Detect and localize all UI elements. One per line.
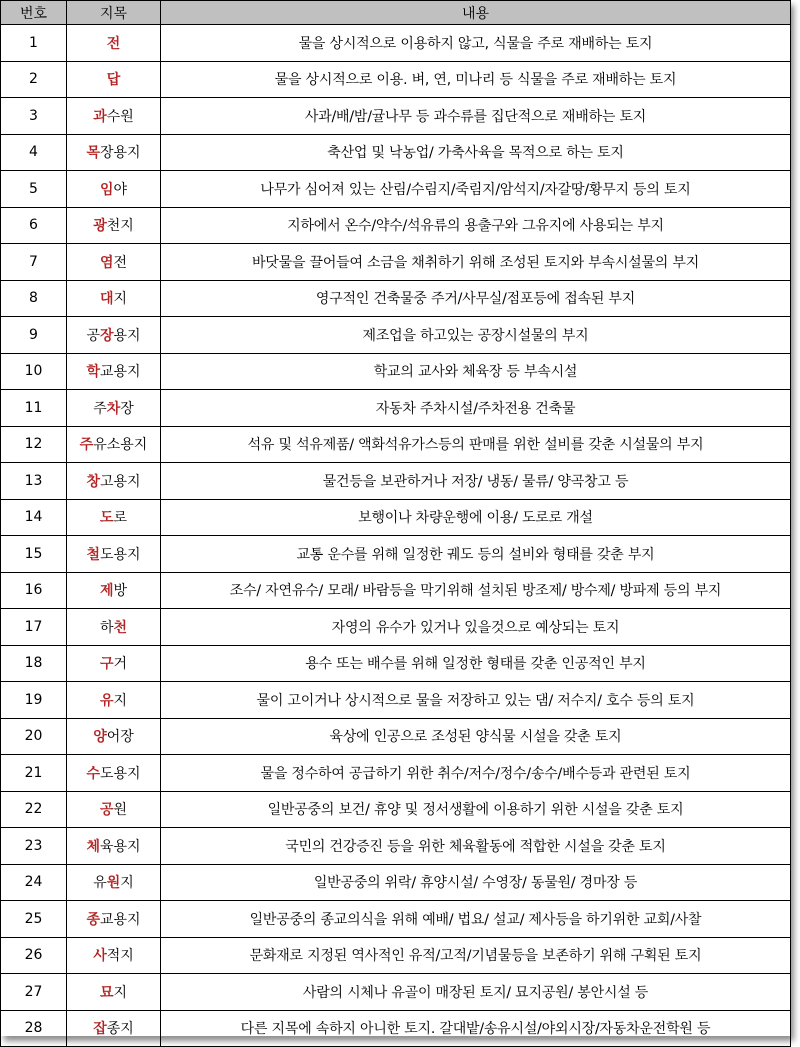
category-suffix: 거 — [113, 656, 128, 673]
row-category — [67, 755, 161, 792]
row-description: 용수 또는 배수를 위해 일정한 형태를 갖춘 인공적인 부지 — [161, 645, 791, 682]
row-description: 영구적인 건축물중 주거/사무실/점포등에 접속된 부지 — [161, 280, 791, 317]
row-category — [67, 682, 161, 719]
category-abbreviation-char: 사 — [93, 948, 107, 965]
category-prefix: 유 — [93, 875, 107, 892]
row-category — [67, 463, 161, 500]
row-number: 14 — [1, 499, 67, 536]
category-suffix: 교용지 — [99, 911, 141, 928]
row-description: 일반공중의 종교의식을 위해 예배/ 법요/ 설교/ 제사등을 하기위한 교회/사찰 — [161, 901, 791, 938]
row-category — [67, 499, 161, 536]
row-number: 23 — [1, 828, 67, 865]
row-number: 24 — [1, 864, 67, 901]
category-suffix: 지 — [113, 291, 128, 308]
row-category — [67, 207, 161, 244]
table-row — [1, 718, 791, 755]
table-row — [1, 609, 791, 646]
row-description: 다른 지목에 속하지 아니한 토지. 갈대밭/송유시설/야외시장/자동차운전학원 등 — [161, 1010, 791, 1047]
row-description: 국민의 건강증진 등을 위한 체육활동에 적합한 시설을 갖춘 토지 — [161, 828, 791, 865]
row-category — [67, 828, 161, 865]
category-abbreviation-char: 광 — [93, 218, 107, 235]
table-row — [1, 791, 791, 828]
row-description: 물을 상시적으로 이용. 벼, 연, 미나리 등 식물을 주로 재배하는 토지 — [161, 61, 791, 98]
table-body — [1, 25, 791, 1047]
row-category — [67, 244, 161, 281]
row-number: 19 — [1, 682, 67, 719]
header-content: 내용 — [161, 1, 791, 25]
row-description: 물이 고이거나 상시적으로 물을 저장하고 있는 댐/ 저수지/ 호수 등의 토지 — [161, 682, 791, 719]
row-number: 28 — [1, 1010, 67, 1047]
row-number: 1 — [1, 25, 67, 62]
category-suffix: 원 — [113, 802, 128, 819]
row-number: 17 — [1, 609, 67, 646]
row-number: 22 — [1, 791, 67, 828]
row-number: 11 — [1, 390, 67, 427]
table-row — [1, 244, 791, 281]
row-category — [67, 937, 161, 974]
row-category — [67, 171, 161, 208]
category-abbreviation-char: 공 — [99, 802, 114, 819]
category-suffix: 수원 — [106, 108, 134, 125]
category-prefix: 공 — [86, 327, 100, 344]
row-description: 일반공중의 보건/ 휴양 및 정서생활에 이용하기 위한 시설을 갖춘 토지 — [161, 791, 791, 828]
row-number: 5 — [1, 171, 67, 208]
row-number: 18 — [1, 645, 67, 682]
category-abbreviation-char: 과 — [93, 108, 107, 125]
row-description: 사과/배/밤/귤나무 등 과수류를 집단적으로 재배하는 토지 — [161, 98, 791, 135]
table-row — [1, 536, 791, 573]
category-suffix: 지 — [120, 875, 134, 892]
table-row — [1, 645, 791, 682]
category-abbreviation-char: 제 — [99, 583, 114, 600]
table-row — [1, 937, 791, 974]
category-suffix: 고용지 — [99, 473, 141, 490]
row-description: 지하에서 온수/약수/석유류의 용출구와 그유지에 사용되는 부지 — [161, 207, 791, 244]
category-suffix: 장용지 — [99, 145, 141, 162]
row-category — [67, 718, 161, 755]
row-number: 13 — [1, 463, 67, 500]
table-row — [1, 901, 791, 938]
table-row — [1, 572, 791, 609]
row-number: 7 — [1, 244, 67, 281]
category-abbreviation-char: 전 — [106, 35, 121, 52]
row-description: 육상에 인공으로 조성된 양식물 시설을 갖춘 토지 — [161, 718, 791, 755]
category-abbreviation-char: 염 — [99, 254, 114, 271]
row-number: 9 — [1, 317, 67, 354]
row-category — [67, 353, 161, 390]
row-category — [67, 1010, 161, 1047]
category-abbreviation-char: 장 — [99, 327, 114, 344]
category-suffix: 장 — [120, 400, 134, 417]
row-number: 2 — [1, 61, 67, 98]
row-number: 20 — [1, 718, 67, 755]
row-number: 6 — [1, 207, 67, 244]
table-row — [1, 463, 791, 500]
row-category — [67, 645, 161, 682]
category-abbreviation-char: 구 — [99, 656, 114, 673]
row-description: 물을 상시적으로 이용하지 않고, 식물을 주로 재배하는 토지 — [161, 25, 791, 62]
category-suffix: 방 — [113, 583, 128, 600]
row-number: 10 — [1, 353, 67, 390]
row-category — [67, 426, 161, 463]
category-abbreviation-char: 답 — [106, 72, 121, 89]
table-row — [1, 755, 791, 792]
category-suffix: 지 — [113, 692, 128, 709]
table-row — [1, 317, 791, 354]
row-number: 16 — [1, 572, 67, 609]
table-row — [1, 280, 791, 317]
category-suffix: 천지 — [106, 218, 134, 235]
category-abbreviation-char: 원 — [106, 875, 121, 892]
category-suffix: 교용지 — [99, 364, 141, 381]
row-description: 조수/ 자연유수/ 모래/ 바람등을 막기위해 설치된 방조제/ 방수제/ 방파제 등의 부지 — [161, 572, 791, 609]
table-row — [1, 207, 791, 244]
row-category — [67, 791, 161, 828]
row-category — [67, 572, 161, 609]
table-row — [1, 864, 791, 901]
table-row — [1, 974, 791, 1011]
row-description: 일반공중의 위락/ 휴양시설/ 수영장/ 동물원/ 경마장 등 — [161, 864, 791, 901]
row-category — [67, 901, 161, 938]
table-row — [1, 682, 791, 719]
table-row — [1, 828, 791, 865]
table-row — [1, 1010, 791, 1047]
table-row — [1, 171, 791, 208]
category-abbreviation-char: 주 — [79, 437, 94, 454]
category-suffix: 로 — [113, 510, 128, 527]
row-category — [67, 25, 161, 62]
row-category — [67, 864, 161, 901]
row-number: 3 — [1, 98, 67, 135]
table-row — [1, 98, 791, 135]
category-abbreviation-char: 잡 — [93, 1021, 107, 1038]
row-description: 사람의 시체나 유골이 매장된 토지/ 묘지공원/ 봉안시설 등 — [161, 974, 791, 1011]
row-description: 제조업을 하고있는 공장시설물의 부지 — [161, 317, 791, 354]
row-description: 바닷물을 끌어들여 소금을 채취하기 위해 조성된 토지와 부속시설물의 부지 — [161, 244, 791, 281]
row-description: 물건등을 보관하거나 저장/ 냉동/ 물류/ 양곡창고 등 — [161, 463, 791, 500]
row-number: 21 — [1, 755, 67, 792]
table-row — [1, 134, 791, 171]
category-abbreviation-char: 유 — [99, 692, 114, 709]
category-abbreviation-char: 학 — [86, 364, 100, 381]
row-category — [67, 280, 161, 317]
row-category — [67, 536, 161, 573]
row-number: 27 — [1, 974, 67, 1011]
row-number: 15 — [1, 536, 67, 573]
category-suffix: 종지 — [106, 1021, 134, 1038]
row-category — [67, 390, 161, 427]
header-category: 지목 — [67, 1, 161, 25]
table-header-row — [1, 1, 791, 25]
table-row — [1, 426, 791, 463]
row-description: 축산업 및 낙농업/ 가축사육을 목적으로 하는 토지 — [161, 134, 791, 171]
row-description: 교통 운수를 위해 일정한 궤도 등의 설비와 형태를 갖춘 부지 — [161, 536, 791, 573]
category-suffix: 지 — [113, 984, 128, 1001]
category-abbreviation-char: 임 — [99, 181, 114, 198]
row-category — [67, 134, 161, 171]
category-abbreviation-char: 창 — [86, 473, 100, 490]
row-category — [67, 974, 161, 1011]
category-abbreviation-char: 양 — [93, 729, 107, 746]
category-suffix: 어장 — [106, 729, 134, 746]
row-number: 12 — [1, 426, 67, 463]
category-suffix: 야 — [113, 181, 128, 198]
row-description: 나무가 심어져 있는 산림/수림지/죽림지/암석지/자갈땅/황무지 등의 토지 — [161, 171, 791, 208]
category-suffix: 도용지 — [99, 546, 141, 563]
row-description: 물을 정수하여 공급하기 위한 취수/저수/정수/송수/배수등과 관련된 토지 — [161, 755, 791, 792]
category-suffix: 적지 — [106, 948, 134, 965]
category-prefix: 주 — [93, 400, 107, 417]
category-abbreviation-char: 철 — [86, 546, 100, 563]
category-abbreviation-char: 종 — [86, 911, 100, 928]
category-suffix: 도용지 — [99, 765, 141, 782]
row-category — [67, 98, 161, 135]
row-category — [67, 609, 161, 646]
row-number: 4 — [1, 134, 67, 171]
category-abbreviation-char: 천 — [113, 619, 128, 636]
table-row — [1, 390, 791, 427]
category-suffix: 육용지 — [99, 838, 141, 855]
table-row — [1, 25, 791, 62]
category-abbreviation-char: 도 — [99, 510, 114, 527]
row-category — [67, 61, 161, 98]
category-prefix: 하 — [99, 619, 114, 636]
row-description: 보행이나 차량운행에 이용/ 도로로 개설 — [161, 499, 791, 536]
row-category — [67, 317, 161, 354]
category-abbreviation-char: 체 — [86, 838, 100, 855]
row-description: 학교의 교사와 체육장 등 부속시설 — [161, 353, 791, 390]
header-num: 번호 — [1, 1, 67, 25]
row-description: 문화재로 지정된 역사적인 유적/고적/기념물등을 보존하기 위해 구획된 토지 — [161, 937, 791, 974]
category-suffix: 유소용지 — [93, 437, 148, 454]
row-description: 자영의 유수가 있거나 있을것으로 예상되는 토지 — [161, 609, 791, 646]
category-suffix: 전 — [113, 254, 128, 271]
row-number: 26 — [1, 937, 67, 974]
row-description: 자동차 주차시설/주차전용 건축물 — [161, 390, 791, 427]
row-description: 석유 및 석유제품/ 액화석유가스등의 판매를 위한 설비를 갖춘 시설물의 부지 — [161, 426, 791, 463]
category-abbreviation-char: 목 — [86, 145, 100, 162]
table-row — [1, 61, 791, 98]
category-abbreviation-char: 차 — [106, 400, 121, 417]
category-abbreviation-char: 수 — [86, 765, 100, 782]
category-abbreviation-char: 묘 — [99, 984, 114, 1001]
category-abbreviation-char: 대 — [99, 291, 114, 308]
row-number: 25 — [1, 901, 67, 938]
table-row — [1, 499, 791, 536]
table-row — [1, 353, 791, 390]
category-suffix: 용지 — [113, 327, 141, 344]
row-number: 8 — [1, 280, 67, 317]
